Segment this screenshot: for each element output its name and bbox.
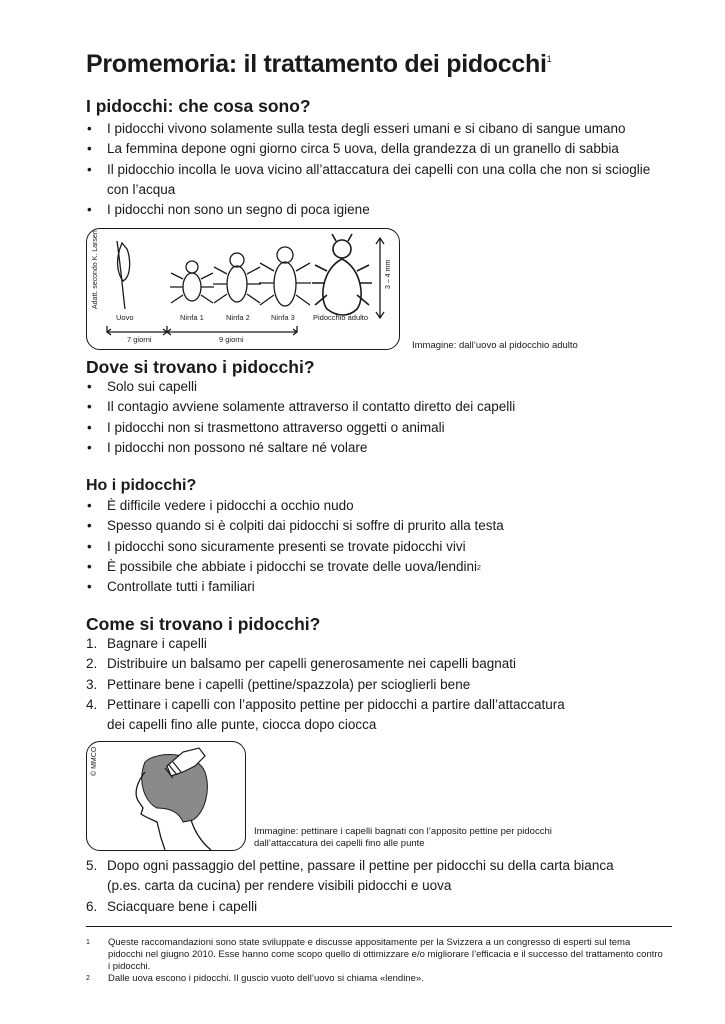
page-title: [86, 50, 551, 79]
section-heading-what: I pidocchi: che cosa sono?: [86, 96, 311, 116]
figure2-credit: © MMCO: [91, 746, 98, 776]
step-item: 6. Sciacquare bene i capelli: [86, 898, 258, 914]
step-item: 3. Pettinare bene i capelli (pettine/spazzola) per scioglierli bene: [86, 676, 471, 692]
footnote-ref-2: 2: [476, 564, 481, 572]
footnote-1: 1 Queste raccomandazioni sono state sviluppate e discusse appositamente per la Svizzera a un congresso di esperti sul tema pidocchi nel giugno 2010. Esse hanno come scopo quello di ottimizzare e/o migliorare l’efficacia e il successo del trattamento contro i pidocchi.: [86, 937, 663, 972]
step-item: 4. Pettinare i capelli con l’apposito pettine per pidocchi a partire dall’attaccatura dei capelli fino alle punte, ciocca dopo ciocca: [86, 696, 565, 733]
what-list: [86, 119, 666, 220]
list-item: • Il pidocchio incolla le uova vicino all’attaccatura dei capelli con una colla che non si scioglie con l’acqua: [87, 161, 651, 197]
combing-illustration: [87, 742, 245, 850]
span-7-days: 7 giorni: [127, 335, 152, 344]
neck-line: [191, 820, 211, 850]
footnote-2: 2 Dalle uova escono i pidocchi. Il guscio vuoto dell’uovo si chiama «lendine».: [86, 973, 424, 984]
label-nymph1: Ninfa 1: [180, 313, 204, 322]
steps-list-a: [86, 634, 666, 735]
list-item: • Controllate tutti i familiari: [87, 579, 255, 595]
nymph2-icon: [213, 253, 261, 303]
section-heading-where: Dove si trovano i pidocchi?: [86, 357, 315, 377]
list-item: • I pidocchi vivono solamente sulla testa degli esseri umani e si cibano di sangue umano: [87, 121, 626, 136]
footnote-divider: [86, 926, 672, 927]
size-arrow: [376, 238, 384, 318]
list-item: • Il contagio avviene solamente attraverso il contatto diretto dei capelli: [87, 399, 516, 415]
label-nymph3: Ninfa 3: [271, 313, 295, 322]
list-item: • I pidocchi non possono né saltare né volare: [87, 439, 368, 455]
list-item: • È difficile vedere i pidocchi a occhio nudo: [87, 498, 354, 513]
label-adult: Pidocchio adulto: [313, 313, 369, 322]
list-item: • È possibile che abbiate i pidocchi se trovate delle uova/lendini$^2$: [87, 558, 481, 574]
step-item: 1. Bagnare i capelli: [86, 636, 207, 651]
hair-strand: [117, 241, 125, 309]
figure1-caption: Immagine: dall’uovo al pidocchio adulto: [412, 340, 578, 351]
figure2-caption: Immagine: pettinare i capelli bagnati con l’apposito pettine per pidocchi dall’attaccatura dei capelli fino alle punte: [254, 826, 552, 849]
list-item: • Spesso quando si è colpiti dai pidocchi si soffre di prurito alla testa: [87, 518, 504, 534]
list-item: • I pidocchi non si trasmettono attraverso oggetti o animali: [87, 419, 445, 435]
list-item: • I pidocchi non sono un segno di poca igiene: [87, 202, 370, 218]
where-list: [86, 377, 666, 458]
have-list: [86, 496, 666, 597]
label-nymph2: Ninfa 2: [226, 313, 250, 322]
combing-figure: [86, 741, 246, 851]
label-egg: Uovo: [116, 313, 134, 322]
nymph1-icon: [170, 261, 214, 303]
steps-list-b: [86, 856, 666, 917]
list-item: • La femmina depone ogni giorno circa 5 uova, della grandezza di un granello di sabbia: [87, 141, 619, 157]
figure-credit: Adatt. secondo K. Larsen: [92, 230, 99, 309]
size-label: 3 – 4 mm: [385, 259, 392, 289]
lifecycle-figure: [86, 228, 400, 350]
section-heading-have: Ho i pidocchi?: [86, 477, 197, 494]
list-item: • I pidocchi sono sicuramente presenti se trovate pidocchi vivi: [87, 538, 466, 554]
page-title-text: Promemoria: il trattamento dei pidocchi: [86, 50, 547, 78]
step-item: 5. Dopo ogni passaggio del pettine, passare il pettine per pidocchi su della carta bianca (p.es. carta da cucina) per rendere visibili pidocchi e uova: [86, 858, 614, 894]
adult-louse-icon: [312, 234, 372, 315]
lifecycle-illustration: [87, 229, 399, 349]
section-heading-find: Come si trovano i pidocchi?: [86, 614, 321, 634]
list-item: • Solo sui capelli: [87, 379, 198, 394]
step-item: 2. Distribuire un balsamo per capelli generosamente nei capelli bagnati: [86, 656, 516, 672]
span-9-days: 9 giorni: [219, 335, 244, 344]
nymph3-icon: [259, 247, 311, 306]
footnote-ref-1: 1: [546, 54, 552, 64]
